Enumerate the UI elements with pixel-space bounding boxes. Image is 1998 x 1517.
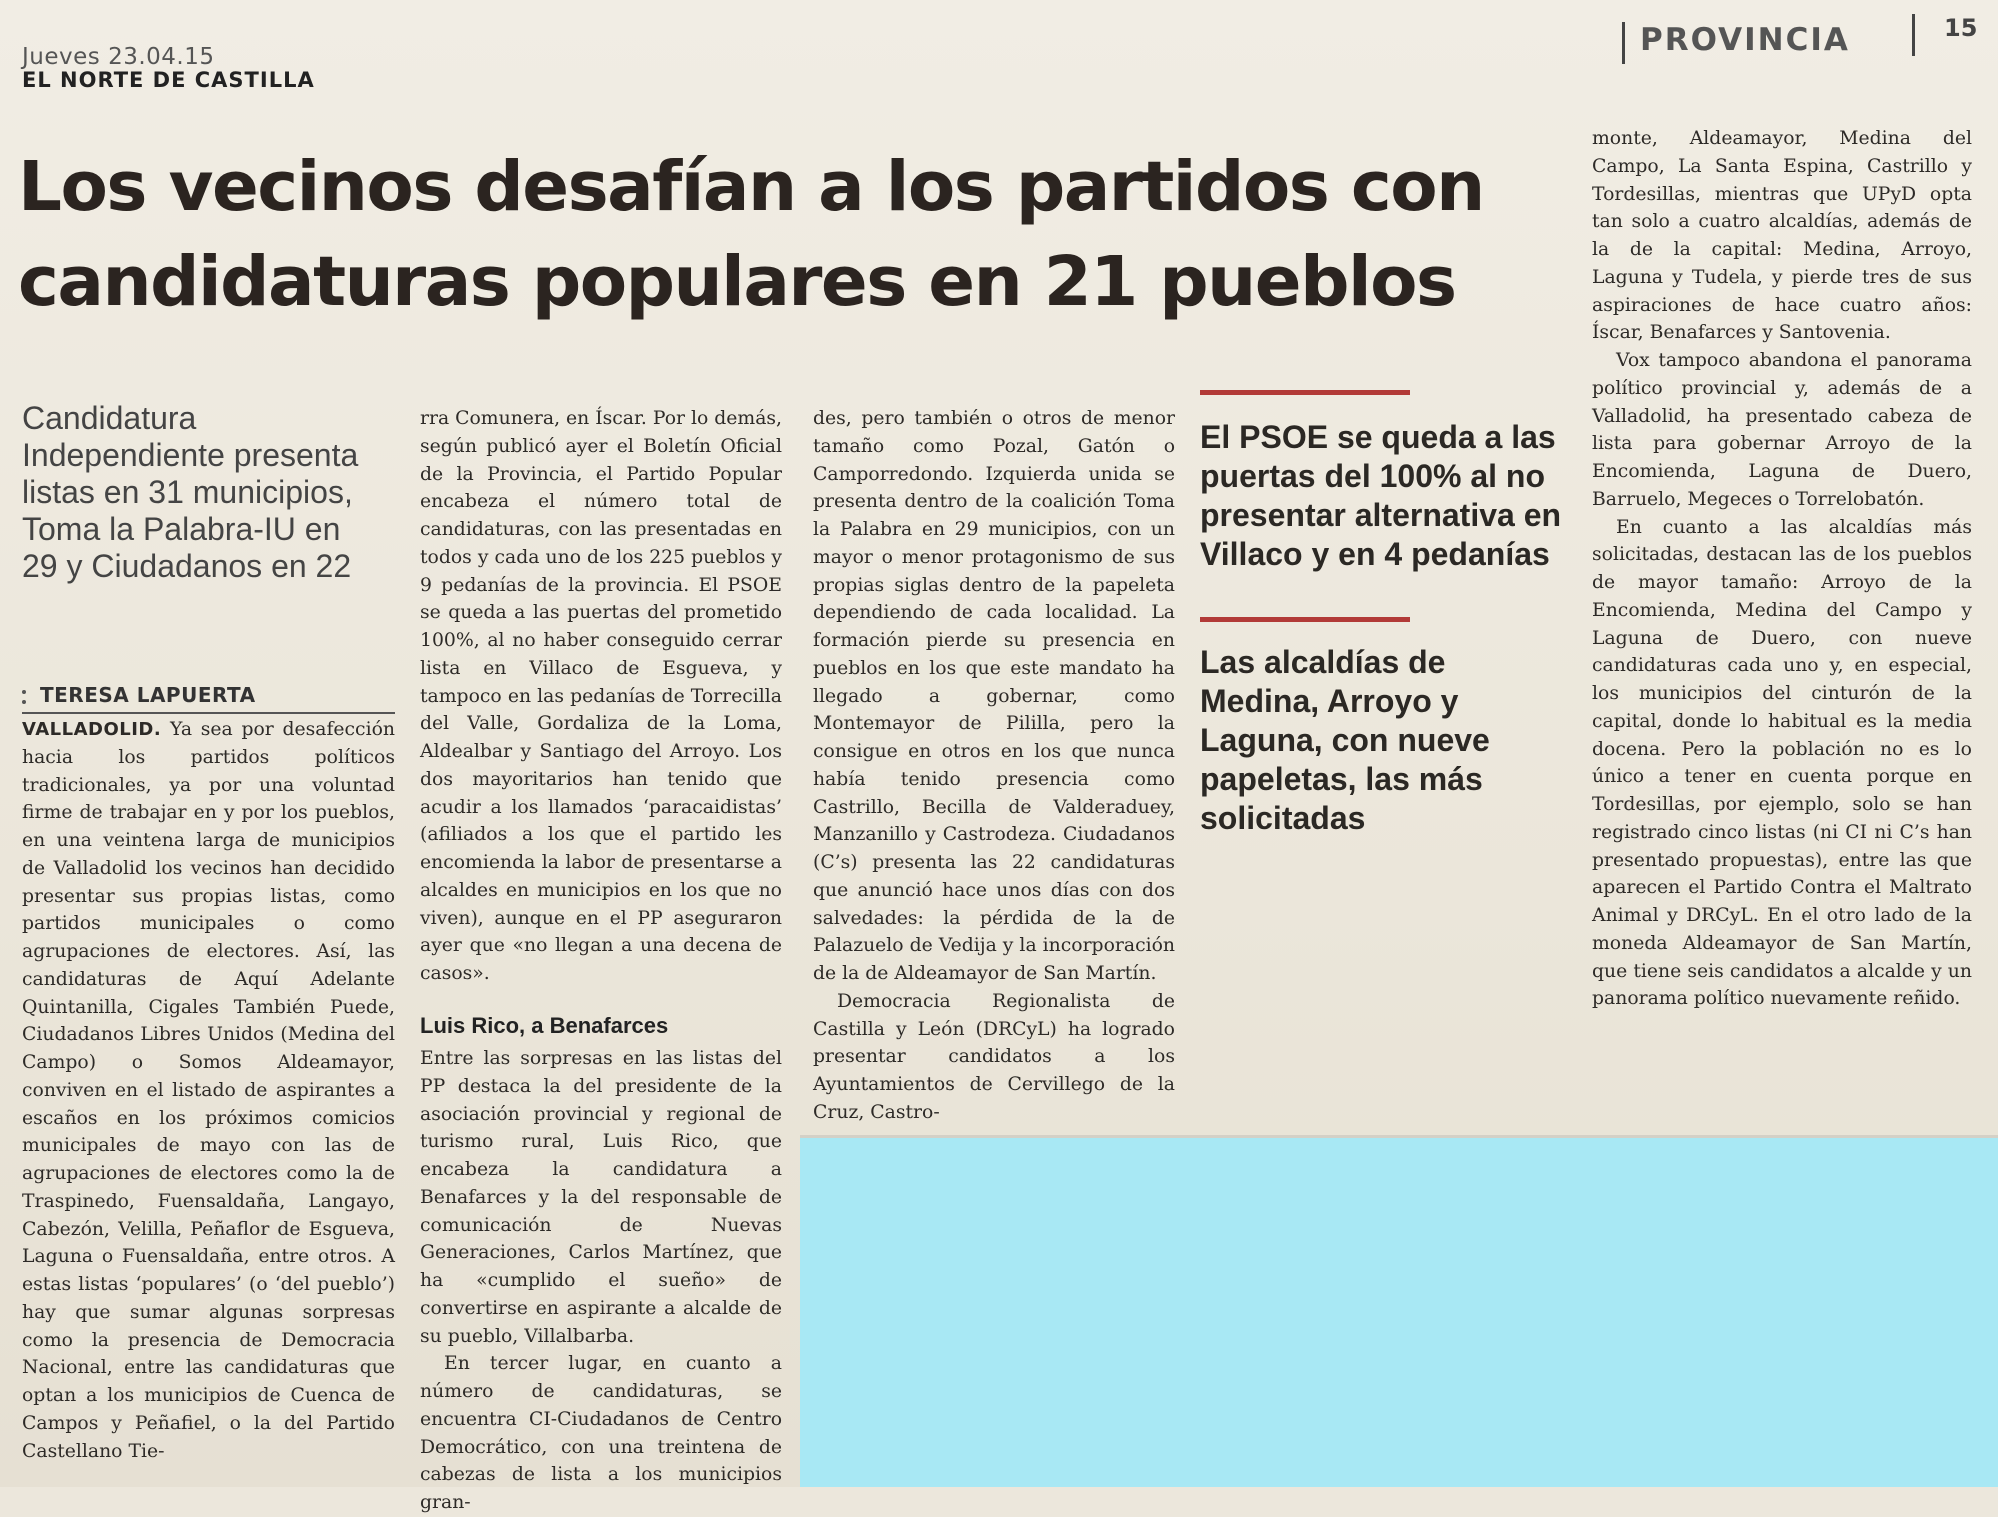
column-2-text: rra Comunera, en Íscar. Por lo demás, según publicó ayer el Boletín Oficial de la Provincia, el Partido Popular encabeza el número total de candidaturas, con las presentadas en todos y cada uno de los 225 pueblos y 9 pedanías de la provincia. El PSOE se queda a las puertas del prometido 100%, al no haber conseguido cerrar lista en Villaco de Esgueva, y tampoco en las pedanías de Torrecilla del Valle, Gordaliza de la Loma, Aldealbar y Santiago del Arroyo. Los dos mayoritarios han tenido que acudir a los llamados ‘paracaidistas’ (afiliados a los que el partido les encomienda la labor de presentarse a alcaldes en municipios en los que no viven), aunque en el PP aseguraron ayer que «no llegan a una decena de casos».: [420, 408, 783, 984]
article-column-2b: [420, 1045, 782, 1517]
highlight-rule-1: [1200, 390, 1410, 395]
article-column-4: [1592, 125, 1972, 1013]
column-4-paragraph-2: Vox tampoco abandona el panorama político provincial y, además de a Valladolid, ha presentado cabeza de lista para gobernar Arroyo de la Encomienda, Laguna de Duero, Barruelo, Megeces o Torrelobatón.: [1592, 350, 1972, 510]
background-surface: [800, 1138, 1998, 1487]
issue-date: Jueves 23.04.15: [22, 44, 215, 70]
column-2b-paragraph-1: Entre las sorpresas en las listas del PP destaca la del presidente de la asociación provincial y regional de turismo rural, Luis Rico, que encabeza la candidatura a Benafarces y la del responsable de comunicación de Nuevas Generaciones, Carlos Martínez, que ha «cumplido el sueño» de convertirse en aspirante a alcalde de su pueblo, Villalbarba.: [420, 1048, 782, 1347]
highlight-quote-1: El PSOE se queda a las puertas del 100% al no presentar alternativa en Villaco y en 4 pedanías: [1200, 419, 1562, 572]
byline-rule: [22, 712, 395, 714]
column-2b-paragraph-2: En tercer lugar, en cuanto a número de candidaturas, se encuentra CI-Ciudadanos de Centro Democrático, con una treintena de cabezas de lista a los municipios gran-: [420, 1353, 782, 1513]
section-title: PROVINCIA: [1640, 22, 1850, 58]
page-number-divider: [1912, 14, 1915, 56]
column-3-paragraph-1: des, pero también o otros de menor tamaño como Pozal, Gatón o Camporredondo. Izquierda unida se presenta dentro de la coalición Toma la Palabra en 29 municipios, con un mayor o menor protagonismo de sus propias siglas dentro de la papeleta dependiendo de cada localidad. La formación pierde su presencia en pueblos en los que este mandato ha llegado a gobernar, como Montemayor de Pililla, pero la consigue en otros en los que nunca había tenido presencia como Castrillo, Becilla de Valderaduey, Manzanillo y Castrodeza. Ciudadanos (C’s) presenta las 22 candidaturas que anunció hace unos días con dos salvedades: la pérdida de la de Palazuelo de Vedija y la incorporación de la de Aldeamayor de San Martín.: [813, 408, 1175, 984]
subheadline: Candidatura Independiente presenta listas en 31 municipios, Toma la Palabra-IU en 29 y Ciudadanos en 22: [22, 400, 359, 584]
page-number: 15: [1944, 14, 1978, 42]
column-4-paragraph-1: monte, Aldeamayor, Medina del Campo, La Santa Espina, Castrillo y Tordesillas, mientras que UPyD opta tan solo a cuatro alcaldías, además de la de la capital: Medina, Arroyo, Laguna y Tudela, y pierde tres de sus aspiraciones de hace cuatro años: Íscar, Benafarces y Santovenia.: [1592, 128, 1972, 344]
highlight-quote-2: Las alcaldías de Medina, Arroyo y Laguna, con nueve papeletas, las más solicitadas: [1200, 644, 1490, 836]
dateline: VALLADOLID.: [22, 719, 162, 740]
article-column-3: [813, 405, 1175, 1127]
column-3-paragraph-2: Democracia Regionalista de Castilla y León (DRCyL) ha logrado presentar candidatos a los Ayuntamientos de Cervillego de la Cruz, Castro-: [813, 990, 1175, 1123]
highlight-rule-2: [1200, 617, 1410, 622]
article-column-1: [22, 716, 395, 1465]
byline-marker: [22, 690, 40, 704]
headline: Los vecinos desafían a los partidos con candidaturas populares en 21 pueblos: [18, 147, 1484, 322]
column-4-paragraph-3: En cuanto a las alcaldías más solicitadas, destacan las de los pueblos de mayor tamaño: Arroyo de la Encomienda, Medina del Campo y Laguna de Duero, con nueve candidaturas cada uno y, en especial, los municipios del cinturón de la capital, donde lo habitual es la media docena. Pero la población no es lo único a tener en cuenta porque en Tordesillas, por ejemplo, solo se han registrado cinco listas (ni CI ni C’s han presentado propuestas), entre las que aparecen el Partido Contra el Maltrato Animal y DRCyL. En el otro lado de la moneda Aldeamayor de San Martín, que tiene seis candidatos a alcalde y un panorama político nuevamente reñido.: [1592, 516, 1972, 1010]
section-divider: [1622, 22, 1625, 64]
inline-subheading: Luis Rico, a Benafarces: [420, 1013, 669, 1038]
column-1-text: Ya sea por desafección hacia los partidos políticos tradicionales, ya por una voluntad firme de trabajar en y por los pueblos, en una veintena larga de municipios de Valladolid los vecinos han decidido presentar sus propias listas, como partidos municipales o como agrupaciones de electores. Así, las candidaturas de Aquí Adelante Quintanilla, Cigales También Puede, Ciudadanos Libres Unidos (Medina del Campo) o Somos Aldeamayor, conviven en el listado de aspirantes a escaños en los próximos comicios municipales de mayo con las de agrupaciones de electores como la de Traspinedo, Fuensaldaña, Langayo, Cabezón, Velilla, Peñaflor de Esgueva, Laguna o Fuensaldaña, entre otros. A estas listas ‘populares’ (o ‘del pueblo’) hay que sumar algunas sorpresas como la presencia de Democracia Nacional, entre las candidaturas que optan a los municipios de Cuenca de Campos y Peñafiel, o la del Partido Castellano Tie-: [22, 719, 395, 1462]
article-column-2: [420, 405, 782, 988]
byline: TERESA LAPUERTA: [40, 683, 256, 707]
masthead: EL NORTE DE CASTILLA: [22, 68, 315, 92]
